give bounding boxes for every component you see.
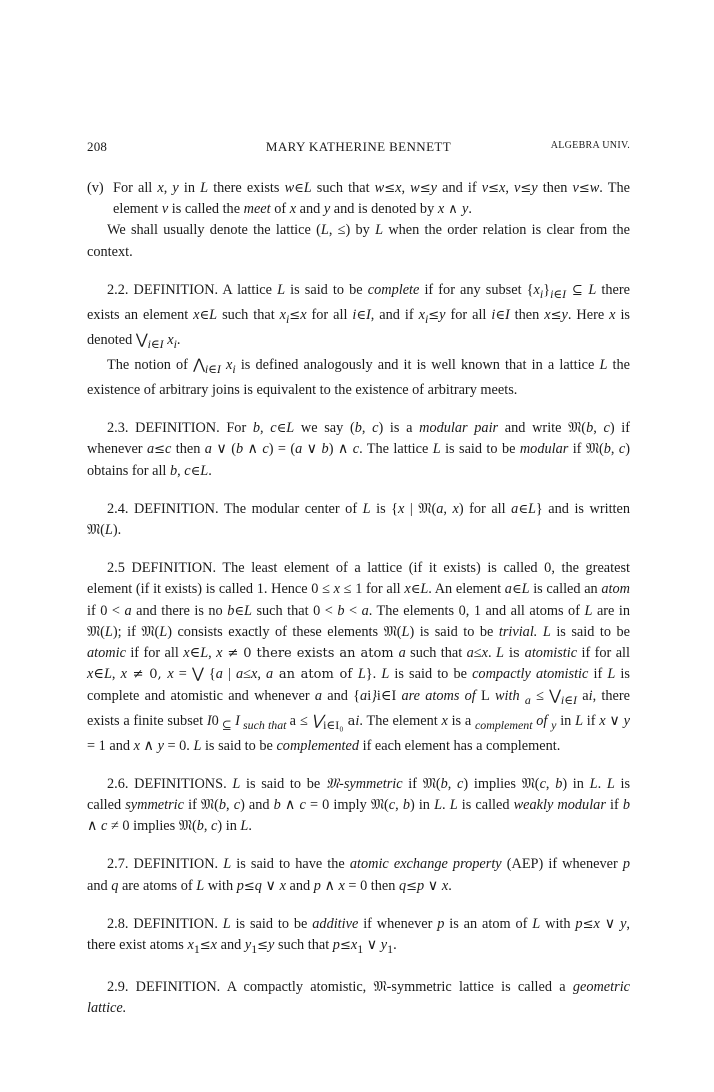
usage-paragraph: We shall usually denote the lattice (L, ≤) by L when the order relation is clear from the context. [87, 222, 631, 260]
definition-2-5: 2.5 DEFINITION. The least element of a lattice (if it exists) is called 0, the greatest element (if it exists) is called 1. Hence 0 ≤ x ≤ 1 for all x∈L. An element a∈L is called an atom if 0 < a and there is no b∈L such that 0 < b < a. The elements 0, 1 and all atoms of L are in 𝔐(L); if 𝔐(L) consists exactly of these elements 𝔐(L) is said to be trivial. L is said to be atomic if for all x∈L, x ≠ 0 there exists an atom a such that a≤x. L is atomistic if for all x∈L, x ≠ 0, x = ⋁ {a | a≤x, a an atom of L}. L is said to be compactly atomistic if L is complete and atomistic and whenever a and {ai}i∈I are atoms of L with $_a \le ⋁_{i\in I}$ ai, there exists a finite subset I0 $_⊆$ I $_{such that}$ $a \le ⋁_{i\in I_0}$ ai. The element x is a $_{complement}$ of $_y$ in L if x ∨ y = 1 and x ∧ y = 0. L is said to be complemented if each element has a complement. [87, 560, 631, 754]
definition-number: 2.6. DEFINITIONS. [107, 775, 227, 792]
definition-2-7: 2.7. DEFINITION. L is said to have the atomic exchange property (AEP) if whenever p and q are atoms of L with p≤q ∨ x and p ∧ x = 0 then q≤p ∨ x. [87, 856, 630, 894]
definition-number: 2.5 DEFINITION. [107, 560, 217, 577]
definition-number: 2.4. DEFINITION. [107, 500, 219, 517]
article-body [87, 178, 630, 1020]
definition-number: 2.8. DEFINITION. [107, 915, 218, 932]
definition-2-9: 2.9. DEFINITION. A compactly atomistic, 𝔐-symmetric lattice is called a geometric lattice. [87, 979, 631, 1017]
journal-name: ALGEBRA UNIV. [550, 140, 630, 151]
item-label: (v) [87, 180, 104, 196]
definition-number: 2.7. DEFINITION. [107, 856, 219, 873]
definition-2-6: 2.6. DEFINITIONS. L is said to be 𝔐-symmetric if 𝔐(b, c) implies 𝔐(c, b) in L. L is called symmetric if 𝔐(b, c) and b ∧ c = 0 imply 𝔐(c, b) in L. L is called weakly modular if b ∧ c ≠ 0 implies 𝔐(b, c) in L. [87, 775, 631, 835]
running-author: MARY KATHERINE BENNETT [265, 139, 452, 154]
definition-number: 2.3. DEFINITION. [107, 420, 220, 437]
definition-item-v: (v) For all x, y in L there exists w∈L such that w≤x, w≤y and if v≤x, v≤y then v≤w. The element v is called the meet of x and y and is denoted by x ∧ y. [87, 180, 630, 218]
definition-number: 2.9. DEFINITION. [107, 979, 221, 996]
definition-2-4: 2.4. DEFINITION. The modular center of L is {x | 𝔐(a, x) for all a∈L} and is written 𝔐(L). [87, 500, 631, 539]
definition-number: 2.2. DEFINITION. [107, 281, 219, 298]
running-header [87, 139, 630, 159]
definition-2-3: 2.3. DEFINITION. For b, c∈L we say (b, c) is a modular pair and write 𝔐(b, c) if whenever a≤c then a ∨ (b ∧ c) = (a ∨ b) ∧ c. The lattice L is said to be modular if 𝔐(b, c) obtains for all b, c∈L. [87, 420, 630, 479]
page-number: 208 [87, 139, 108, 154]
definition-2-2-note: The notion of $⋀_{i\in I}$ $x_i$ is defined analogously and it is well known that in a lattice L the existence of arbitrary joins is equivalent to the existence of arbitrary meets. [87, 357, 630, 399]
definition-2-8: 2.8. DEFINITION. L is said to be additive if whenever p is an atom of L with p≤x ∨ y, there exist atoms $x_1\le x$ and $y_1\le y$ such that $p\le x_1$ ∨ $y_1$. [87, 915, 630, 956]
definition-2-2: 2.2. DEFINITION. A lattice L is said to be complete if for any subset $\{x_i\}_{i\in I}$ ⊆ L there exists an element x∈L such that $x_i\le x$ for all i∈I, and if $x_i\le y$ for all i∈I then x≤y. Here x is denoted $⋁_{i\in I}$ $x_i$. [87, 281, 631, 351]
